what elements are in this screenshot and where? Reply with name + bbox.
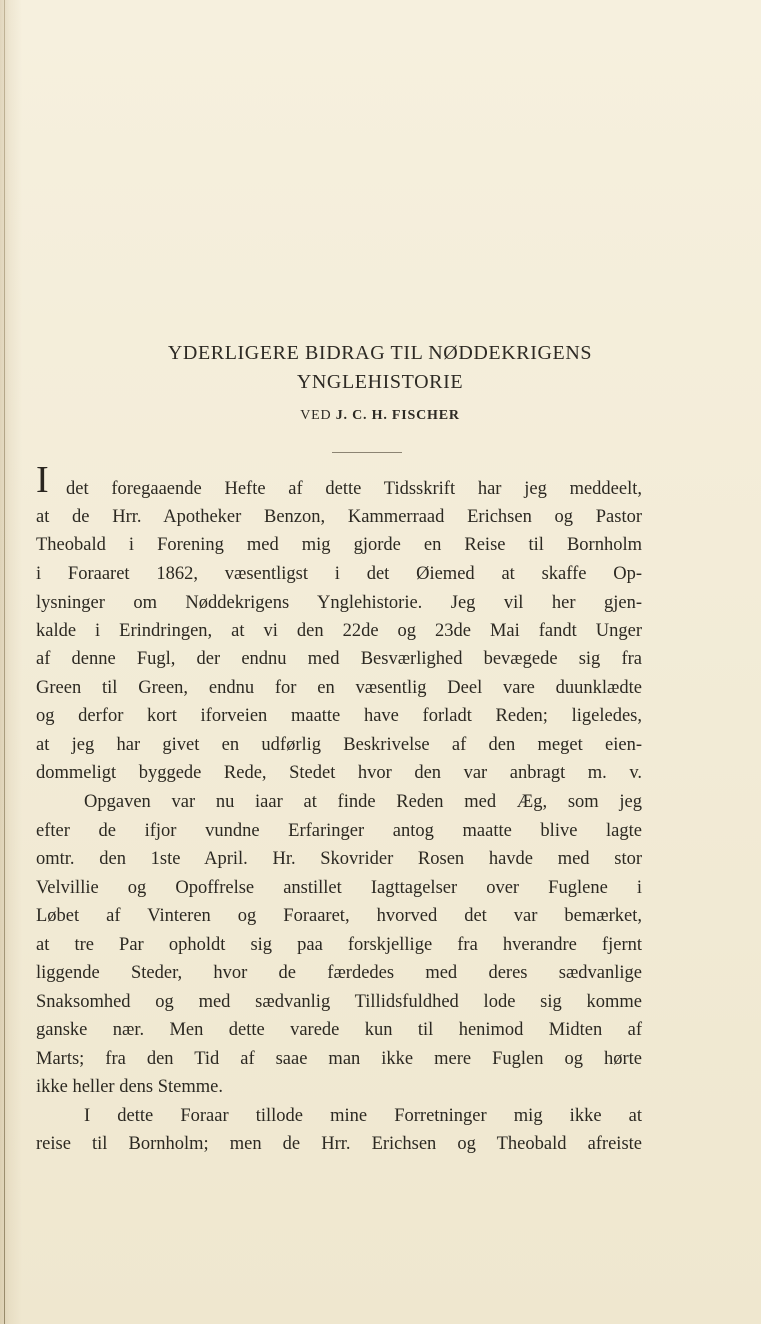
article-title-line-2: YNGLEHISTORIE <box>296 371 464 393</box>
body-line: reise til Bornholm; men de Hrr. Erichsen og Theobald afreiste <box>36 1134 642 1154</box>
body-line: dommeligt byggede Rede, Stedet hvor den var anbragt m. v. <box>36 763 642 783</box>
body-line: I dette Foraar tillode mine Forretninger mig ikke at <box>84 1106 642 1126</box>
body-line: Opgaven var nu iaar at finde Reden med Æg, som jeg <box>84 792 642 812</box>
body-line: af denne Fugl, der endnu med Besværlighed bevægede sig fra <box>36 649 642 669</box>
body-line: og derfor kort iforveien maatte have forladt Reden; ligeledes, <box>36 706 642 726</box>
body-line: at de Hrr. Apotheker Benzon, Kammerraad Erichsen og Pastor <box>36 507 642 527</box>
body-line: i Foraaret 1862, væsentligst i det Øiemed at skaffe Op- <box>36 564 642 584</box>
body-line: kalde i Erindringen, at vi den 22de og 23de Mai fandt Unger <box>36 621 642 641</box>
body-line: Løbet af Vinteren og Foraaret, hvorved det var bemærket, <box>36 906 642 926</box>
body-line: lysninger om Nøddekrigens Ynglehistorie. Jeg vil her gjen- <box>36 593 642 613</box>
body-line: Green til Green, endnu for en væsentlig Deel vare duunklædte <box>36 678 642 698</box>
body-line: efter de ifjor vundne Erfaringer antog maatte blive lagte <box>36 821 642 841</box>
article-byline <box>60 408 700 424</box>
body-line: omtr. den 1ste April. Hr. Skovrider Rosen havde med stor <box>36 849 642 869</box>
author-name: J. C. H. FISCHER <box>335 408 460 423</box>
body-line: ganske nær. Men dette varede kun til henimod Midten af <box>36 1020 642 1040</box>
body-line: at jeg har givet en udførlig Beskrivelse af den meget eien- <box>36 735 642 755</box>
article-title-line-1: YDERLIGERE BIDRAG TIL NØDDEKRIGENS <box>167 342 593 364</box>
body-line: at tre Par opholdt sig paa forskjellige fra hverandre fjernt <box>36 935 642 955</box>
body-line: Theobald i Forening med mig gjorde en Reise til Bornholm <box>36 535 642 555</box>
drop-cap: I <box>36 459 49 501</box>
body-line: Marts; fra den Tid af saae man ikke mere Fuglen og hørte <box>36 1049 642 1069</box>
title-divider <box>332 452 402 453</box>
body-line: det foregaaende Hefte af dette Tidsskrift har jeg meddeelt, <box>66 479 642 499</box>
binding-edge <box>4 0 5 1324</box>
body-line: liggende Steder, hvor de færdedes med deres sædvanlige <box>36 963 642 983</box>
body-line: ikke heller dens Stemme. <box>36 1077 224 1097</box>
body-line: Velvillie og Opoffrelse anstillet Iagttagelser over Fuglene i <box>36 878 642 898</box>
byline-prefix: VED <box>300 408 332 423</box>
body-line: Snaksomhed og med sædvanlig Tillidsfuldhed lode sig komme <box>36 992 642 1012</box>
